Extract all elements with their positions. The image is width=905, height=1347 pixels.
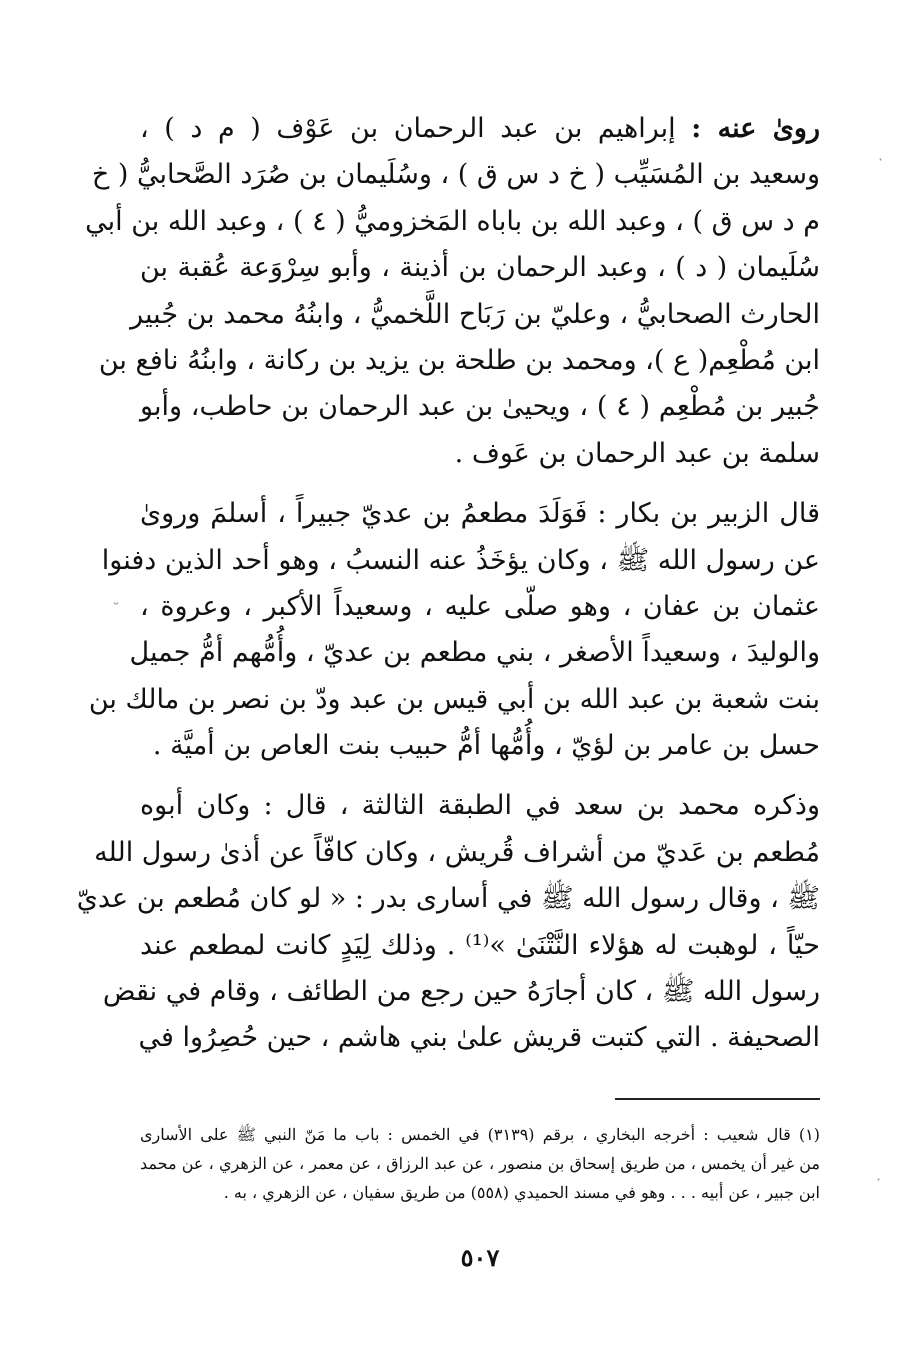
footnote: [140, 1120, 820, 1207]
paragraph-zubayr: [88, 491, 820, 769]
text-line: سلمة بن عبد الرحمان بن عَوف .: [454, 437, 820, 469]
text-line: بنت شعبة بن عبد الله بن أبي قيس بن عبد ودّ بن نصر بن مالك بن: [88, 683, 820, 715]
paragraph-narrators: [85, 106, 821, 477]
text-line: سُلَيمان ( د ) ، وعبد الرحمان بن أذينة ، وأبو سِرْوَعة عُقبة بن: [140, 252, 820, 284]
text-line: عثمان بن عفان ، وهو صلّى عليه ، وسعيداً الأكبر ، وعروة ،: [140, 590, 820, 622]
text-line: مُطعم بن عَديّ من أشراف قُريش ، وكان كافّاً عن أذىٰ رسول الله: [94, 836, 820, 868]
page-number: ٥٠٧: [460, 1243, 500, 1272]
text-line: ابن مُطْعِم( ع )، ومحمد بن طلحة بن يزيد بن ركانة ، وابنُهُ نافع بن: [98, 344, 820, 376]
scan-mark: ·: [878, 150, 884, 169]
text-line: روىٰ عنه : إبراهيم بن عبد الرحمان بن عَوْف ( م د ) ،: [140, 113, 820, 144]
footnote-line: من غير أن يخمس ، من طريق إسحاق بن منصور ، عن عبد الرزاق ، عن معمر ، عن الزهري ، عن محمد: [140, 1154, 820, 1173]
paragraph-lead: روىٰ عنه :: [691, 113, 820, 144]
footnote-separator: [615, 1098, 820, 1100]
text-line: رسول الله ﷺ ، كان أجارَهُ حين رجع من الطائف ، وقام في نقض: [102, 976, 820, 1008]
text-line: حسل بن عامر بن لؤيّ ، وأُمُّها أمُّ حبيب بنت العاص بن أميَّة .: [152, 730, 820, 762]
text-line: وذكره محمد بن سعد في الطبقة الثالثة ، قال : وكان أبوه: [140, 790, 820, 822]
scan-mark: ·: [876, 1170, 882, 1189]
text-line: جُبير بن مُطْعِم ( ٤ ) ، ويحيىٰ بن عبد الرحمان بن حاطب، وأبو: [140, 391, 821, 423]
text-line: م د س ق ) ، وعبد الله بن باباه المَخزوميُّ ( ٤ ) ، وعبد الله بن أبي: [85, 205, 820, 237]
text-line: الصحيفة . التي كتبت قريش علىٰ بني هاشم ، حين حُصِرُوا في: [138, 1022, 820, 1054]
paragraph-gap: [140, 769, 820, 783]
text-line: ﷺ ، وقال رسول الله ﷺ في أسارى بدر : « لو كان مُطعم بن عديّ: [76, 883, 820, 915]
text-line: قال الزبير بن بكار : فَوَلَدَ مطعمُ بن عديّ جبيراً ، أسلمَ وروىٰ: [140, 498, 820, 530]
footnote-line: (١) قال شعيب : أخرجه البخاري ، برقم (٣١٣٩) في الخمس : باب ما مَنّ النبي ﷺ على الأسارى: [140, 1125, 820, 1144]
text-line: عن رسول الله ﷺ ، وكان يؤخَذُ عنه النسبُ ، وهو أحد الذين دفنوا: [101, 544, 820, 576]
text-line: وسعيد بن المُسَيِّب ( خ د س ق ) ، وسُلَيمان بن صُرَد الصَّحابيُّ ( خ: [91, 159, 820, 191]
text-line: والوليدَ ، وسعيداً الأصغر ، بني مطعم بن عديّ ، وأُمُّهم أمُّ جميل: [129, 637, 820, 669]
footnote-line: ابن جبير ، عن أبيه . . . وهو في مسند الحميدي (٥٥٨) من طريق سفيان ، عن الزهري ، به .: [223, 1183, 820, 1202]
text-line: الحارث الصحابيُّ ، وعليّ بن رَبَاح اللَّخميُّ ، وابنُهُ محمد بن جُبير: [130, 298, 820, 330]
scan-mark: ˘: [112, 600, 120, 619]
text-line: حيّاً ، لوهبت له هؤلاء النَّتْنَىٰ »⁽¹⁾ . وذلك لِيَدٍ كانت لمطعم عند: [140, 929, 820, 961]
main-text: [76, 106, 821, 1062]
paragraph-ibn-saad: [76, 783, 820, 1061]
paragraph-gap: [140, 477, 820, 491]
